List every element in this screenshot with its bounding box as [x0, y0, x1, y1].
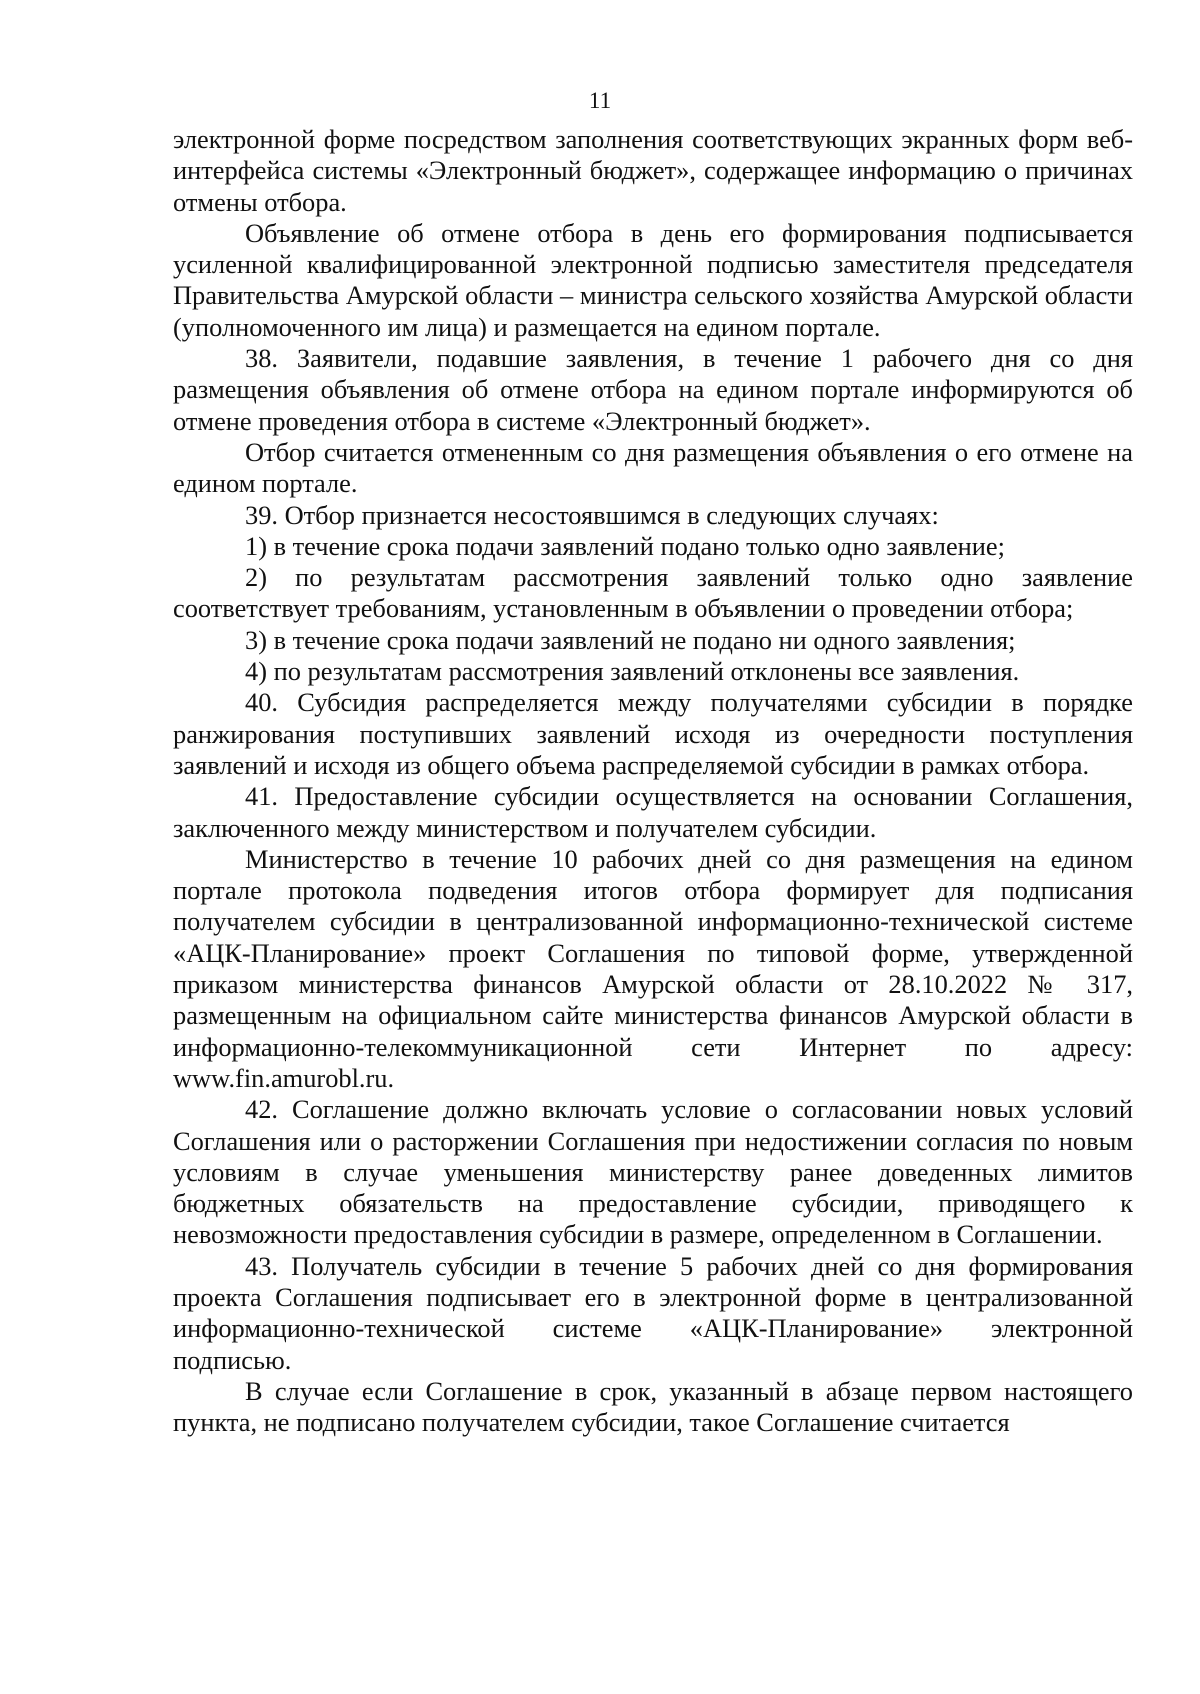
- document-body: [173, 124, 1133, 1438]
- paragraph-43: 43. Получатель субсидии в течение 5 рабочих дней со дня формирования проекта Соглашения подписывает его в электронной форме в централизованной информационно-технической системе «АЦК-Планирование» электронной подписью.: [173, 1250, 1133, 1375]
- paragraph-ministry-agreement: Министерство в течение 10 рабочих дней со дня размещения на едином портале протокола подведения итогов отбора формирует для подписания получателем субсидии в централизованной информационно-технической системе «АЦК-Планирование» проект Соглашения по типовой форме, утвержденной приказом министерства финансов Амурской области от 28.10.2022 № 317, размещенным на официальном сайте министерства финансов Амурской области в информационно-телекоммуникационной сети Интернет по адресу: www.fin.amurobl.ru.: [173, 843, 1133, 1093]
- page-number: 11: [588, 88, 612, 113]
- list-item-39-1: 1) в течение срока подачи заявлений подано только одно заявление;: [245, 530, 1005, 561]
- list-item-39-3: 3) в течение срока подачи заявлений не подано ни одного заявления;: [245, 624, 1016, 655]
- paragraph-41: 41. Предоставление субсидии осуществляется на основании Соглашения, заключенного между министерством и получателем субсидии.: [173, 781, 1133, 843]
- list-item-39-4: 4) по результатам рассмотрения заявлений отклонены все заявления.: [245, 656, 1020, 687]
- paragraph-40: 40. Субсидия распределяется между получателями субсидии в порядке ранжирования поступивших заявлений исходя из очередности поступления заявлений и исходя из общего объема распределяемой субсидии в рамках отбора.: [173, 687, 1133, 780]
- paragraph-cancellation-effective: Отбор считается отмененным со дня размещения объявления о его отмене на едином портале.: [173, 436, 1133, 499]
- paragraph-42: 42. Соглашение должно включать условие о согласовании новых условий Соглашения или о расторжении Соглашения при недостижении согласия по новым условиям в случае уменьшения министерству ранее доведенных лимитов бюджетных обязательств на предоставление субсидии, приводящего к невозможности предоставления субсидии в размере, определенном в Соглашении.: [173, 1094, 1133, 1250]
- paragraph-unsigned-agreement: В случае если Соглашение в срок, указанный в абзаце первом настоящего пункта, не подписано получателем субсидии, такое Соглашение считается: [173, 1375, 1133, 1438]
- paragraph-38: 38. Заявители, подавшие заявления, в течение 1 рабочего дня со дня размещения объявления об отмене отбора на едином портале информируются об отмене проведения отбора в системе «Электронный бюджет».: [173, 343, 1133, 436]
- list-item-39-2: 2) по результатам рассмотрения заявлений только одно заявление соответствует требованиям, установленным в объявлении о проведении отбора;: [173, 562, 1133, 624]
- paragraph-39: 39. Отбор признается несостоявшимся в следующих случаях:: [245, 499, 939, 530]
- paragraph-continuation: электронной форме посредством заполнения соответствующих экранных форм веб-интерфейса системы «Электронный бюджет», содержащее информацию о причинах отмены отбора.: [173, 124, 1133, 217]
- paragraph-cancellation-signing: Объявление об отмене отбора в день его формирования подписывается усиленной квалифицированной электронной подписью заместителя председателя Правительства Амурской области – министра сельского хозяйства Амурской области (уполномоченного им лица) и размещается на едином портале.: [173, 217, 1133, 342]
